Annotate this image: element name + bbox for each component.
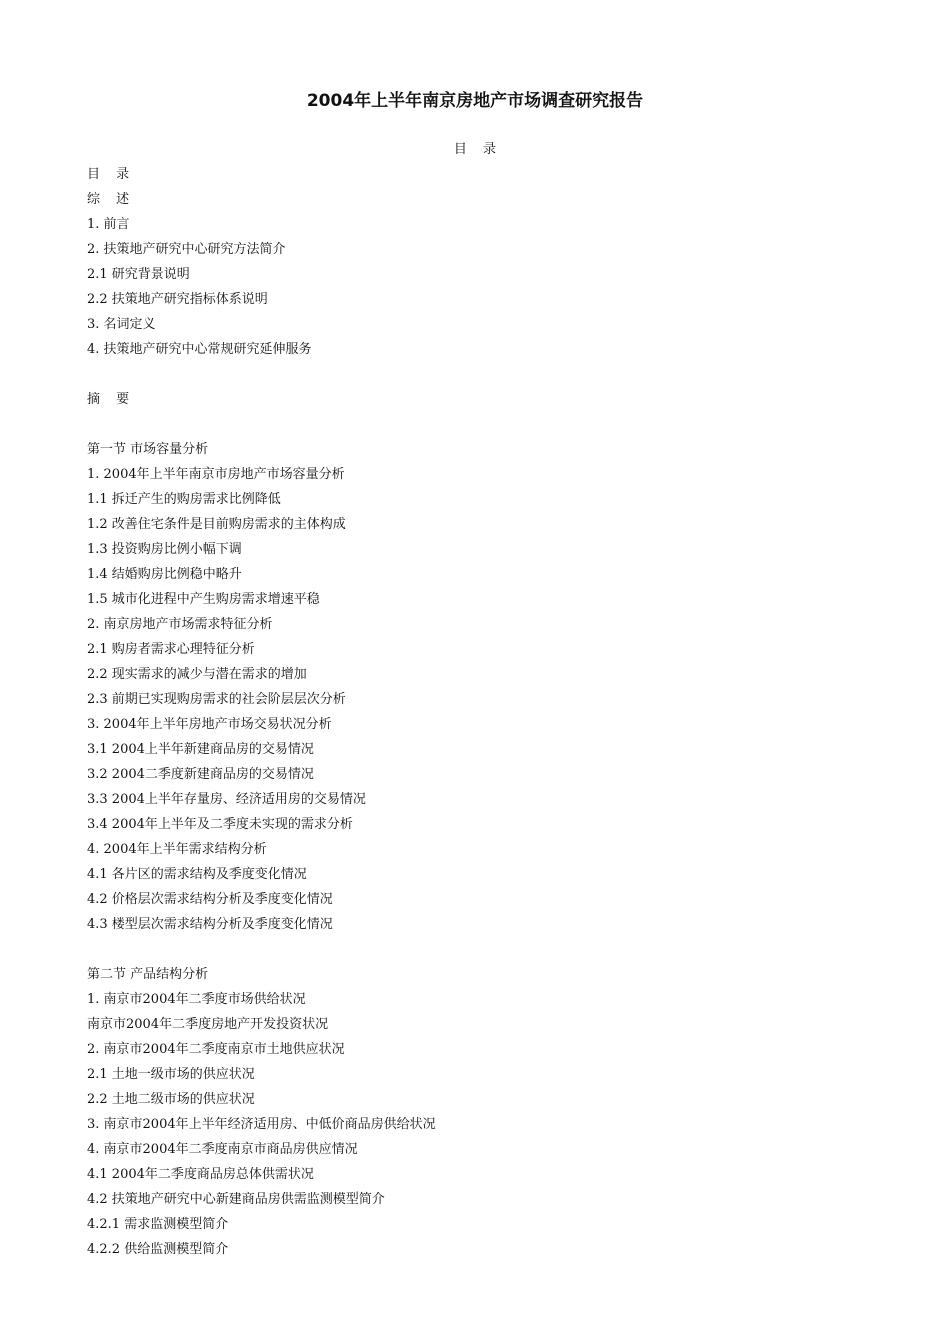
toc-entry[interactable]: 南京市2004年二季度房地产开发投资状况 [87, 1017, 329, 1032]
toc-entry[interactable]: 4. 扶策地产研究中心常规研究延伸服务 [87, 342, 312, 357]
toc-entry[interactable]: 1. 2004年上半年南京市房地产市场容量分析 [87, 467, 345, 482]
toc-entry[interactable]: 4.1 2004年二季度商品房总体供需状况 [87, 1167, 314, 1182]
table-of-contents [87, 162, 867, 1262]
toc-entry[interactable]: 3. 2004年上半年房地产市场交易状况分析 [87, 717, 332, 732]
toc-entry[interactable]: 1.4 结婚购房比例稳中略升 [87, 567, 242, 582]
toc-spacer [87, 362, 867, 387]
toc-entry[interactable]: 4.2 扶策地产研究中心新建商品房供需监测模型简介 [87, 1192, 385, 1207]
toc-entry[interactable]: 2. 南京市2004年二季度南京市土地供应状况 [87, 1042, 345, 1057]
toc-entry[interactable]: 4.2.2 供给监测模型简介 [87, 1242, 229, 1257]
document-title: 2004年上半年南京房地产市场调查研究报告 [306, 91, 644, 111]
toc-entry[interactable]: 2.1 研究背景说明 [87, 267, 190, 282]
toc-entry[interactable]: 3.4 2004年上半年及二季度未实现的需求分析 [87, 817, 353, 832]
toc-entry[interactable]: 2. 南京房地产市场需求特征分析 [87, 617, 273, 632]
toc-entry[interactable]: 1. 南京市2004年二季度市场供给状况 [87, 992, 306, 1007]
toc-entry[interactable]: 1.5 城市化进程中产生购房需求增速平稳 [87, 592, 320, 607]
toc-entry[interactable]: 3.2 2004二季度新建商品房的交易情况 [87, 767, 314, 782]
toc-entry[interactable]: 3. 南京市2004年上半年经济适用房、中低价商品房供给状况 [87, 1117, 436, 1132]
toc-entry[interactable]: 1. 前言 [87, 217, 130, 232]
toc-entry[interactable]: 3. 名词定义 [87, 317, 156, 332]
toc-entry[interactable]: 4.3 楼型层次需求结构分析及季度变化情况 [87, 917, 333, 932]
toc-entry[interactable]: 摘 要 [87, 392, 136, 407]
toc-entry[interactable]: 4.2 价格层次需求结构分析及季度变化情况 [87, 892, 333, 907]
toc-entry[interactable]: 第二节 产品结构分析 [87, 967, 209, 982]
toc-entry[interactable]: 2.3 前期已实现购房需求的社会阶层层次分析 [87, 692, 346, 707]
toc-entry[interactable]: 2.1 购房者需求心理特征分析 [87, 642, 255, 657]
toc-entry[interactable]: 4. 2004年上半年需求结构分析 [87, 842, 267, 857]
toc-entry[interactable]: 2. 扶策地产研究中心研究方法简介 [87, 242, 286, 257]
toc-entry[interactable]: 3.1 2004上半年新建商品房的交易情况 [87, 742, 314, 757]
toc-entry[interactable]: 2.2 扶策地产研究指标体系说明 [87, 292, 268, 307]
toc-entry[interactable]: 2.2 土地二级市场的供应状况 [87, 1092, 255, 1107]
toc-entry[interactable]: 1.3 投资购房比例小幅下调 [87, 542, 242, 557]
toc-entry[interactable]: 4.1 各片区的需求结构及季度变化情况 [87, 867, 307, 882]
toc-entry[interactable]: 1.1 拆迁产生的购房需求比例降低 [87, 492, 281, 507]
toc-entry[interactable]: 4.2.1 需求监测模型简介 [87, 1217, 229, 1232]
toc-spacer [87, 412, 867, 437]
toc-heading: 目 录 [453, 142, 503, 157]
toc-entry[interactable]: 4. 南京市2004年二季度南京市商品房供应情况 [87, 1142, 358, 1157]
toc-entry[interactable]: 2.2 现实需求的减少与潜在需求的增加 [87, 667, 307, 682]
toc-entry[interactable]: 目 录 [87, 167, 136, 182]
toc-entry[interactable]: 1.2 改善住宅条件是目前购房需求的主体构成 [87, 517, 346, 532]
toc-spacer [87, 937, 867, 962]
toc-entry[interactable]: 综 述 [87, 192, 136, 207]
toc-entry[interactable]: 第一节 市场容量分析 [87, 442, 209, 457]
toc-entry[interactable]: 2.1 土地一级市场的供应状况 [87, 1067, 255, 1082]
toc-entry[interactable]: 3.3 2004上半年存量房、经济适用房的交易情况 [87, 792, 366, 807]
